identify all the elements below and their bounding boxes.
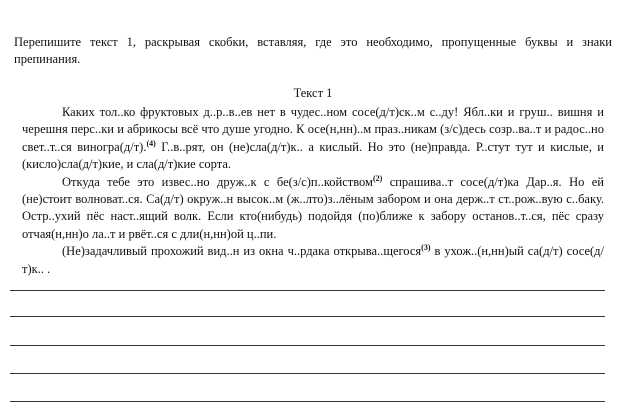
task-instruction: Перепишите текст 1, раскрывая скобки, вставляя, где это необходимо, пропущенные буквы и знаки препинания. xyxy=(14,35,612,66)
answer-line-3 xyxy=(10,345,605,346)
answer-line-1 xyxy=(10,290,605,291)
paragraph-2-part-2: спрашива..т сосе(д/т)ка Дар..я. Но ей (не)стоит волноват..ся. Са(д/т) окруж..н высок..м (ж..лто)з..лёным забором и она держ..т ст..рож..вую с..баку. Остр..ухий пёс наст..ящий волк. Если кто(нибудь) подойдя (по)ближе к забору останов..т..ся, пёс сразу отчая(н,нн)о ла..т и рвёт..ся с дли(н,нн)ой ц..пи. xyxy=(22,174,604,241)
paragraph-1-part-1: Каких тол..ко фруктовых д..р..в..ев нет в чудес..ном сосе(д/т)ск..м с..ду! Ябл..ки и груш.. вишня и черешня перс..ки и абрикосы всё что душе угодно. К осе(н,нн)..м праз..никам (з/с)десь созр..ва..т и радос..но свет..т..ся виногра(д/т). xyxy=(22,105,604,154)
paragraph-1 xyxy=(22,104,604,174)
footnote-marker-4: (4) xyxy=(146,138,156,148)
answer-line-4 xyxy=(10,373,605,374)
paragraph-3-part-2: в ухож..(н,нн)ый са(д/т) сосе(д/т)к.. . xyxy=(22,244,604,276)
paragraph-2-part-1: Откуда тебе это извес..но друж..к с бе(з/с)п..койством xyxy=(62,174,373,189)
paragraph-1-part-2: Г..в..рят, он (не)сла(д/т)к.. а кислый. Но это (не)правда. Р..стут тут и кислые, и (кисло)сла(д/т)кие, и сла(д/т)кие сорта. xyxy=(22,139,604,172)
answer-line-5 xyxy=(10,401,605,402)
paragraph-3-part-1: (Не)задачливый прохожий вид..н из окна ч..рдака открыва..щегося xyxy=(62,244,422,259)
paragraph-2 xyxy=(22,174,604,244)
exercise-text xyxy=(22,104,604,278)
answer-line-2 xyxy=(10,316,605,317)
footnote-marker-3: (3) xyxy=(421,243,431,253)
paragraph-3 xyxy=(22,243,604,278)
text-title: Текст 1 xyxy=(293,86,333,100)
footnote-marker-2: (2) xyxy=(372,173,383,183)
